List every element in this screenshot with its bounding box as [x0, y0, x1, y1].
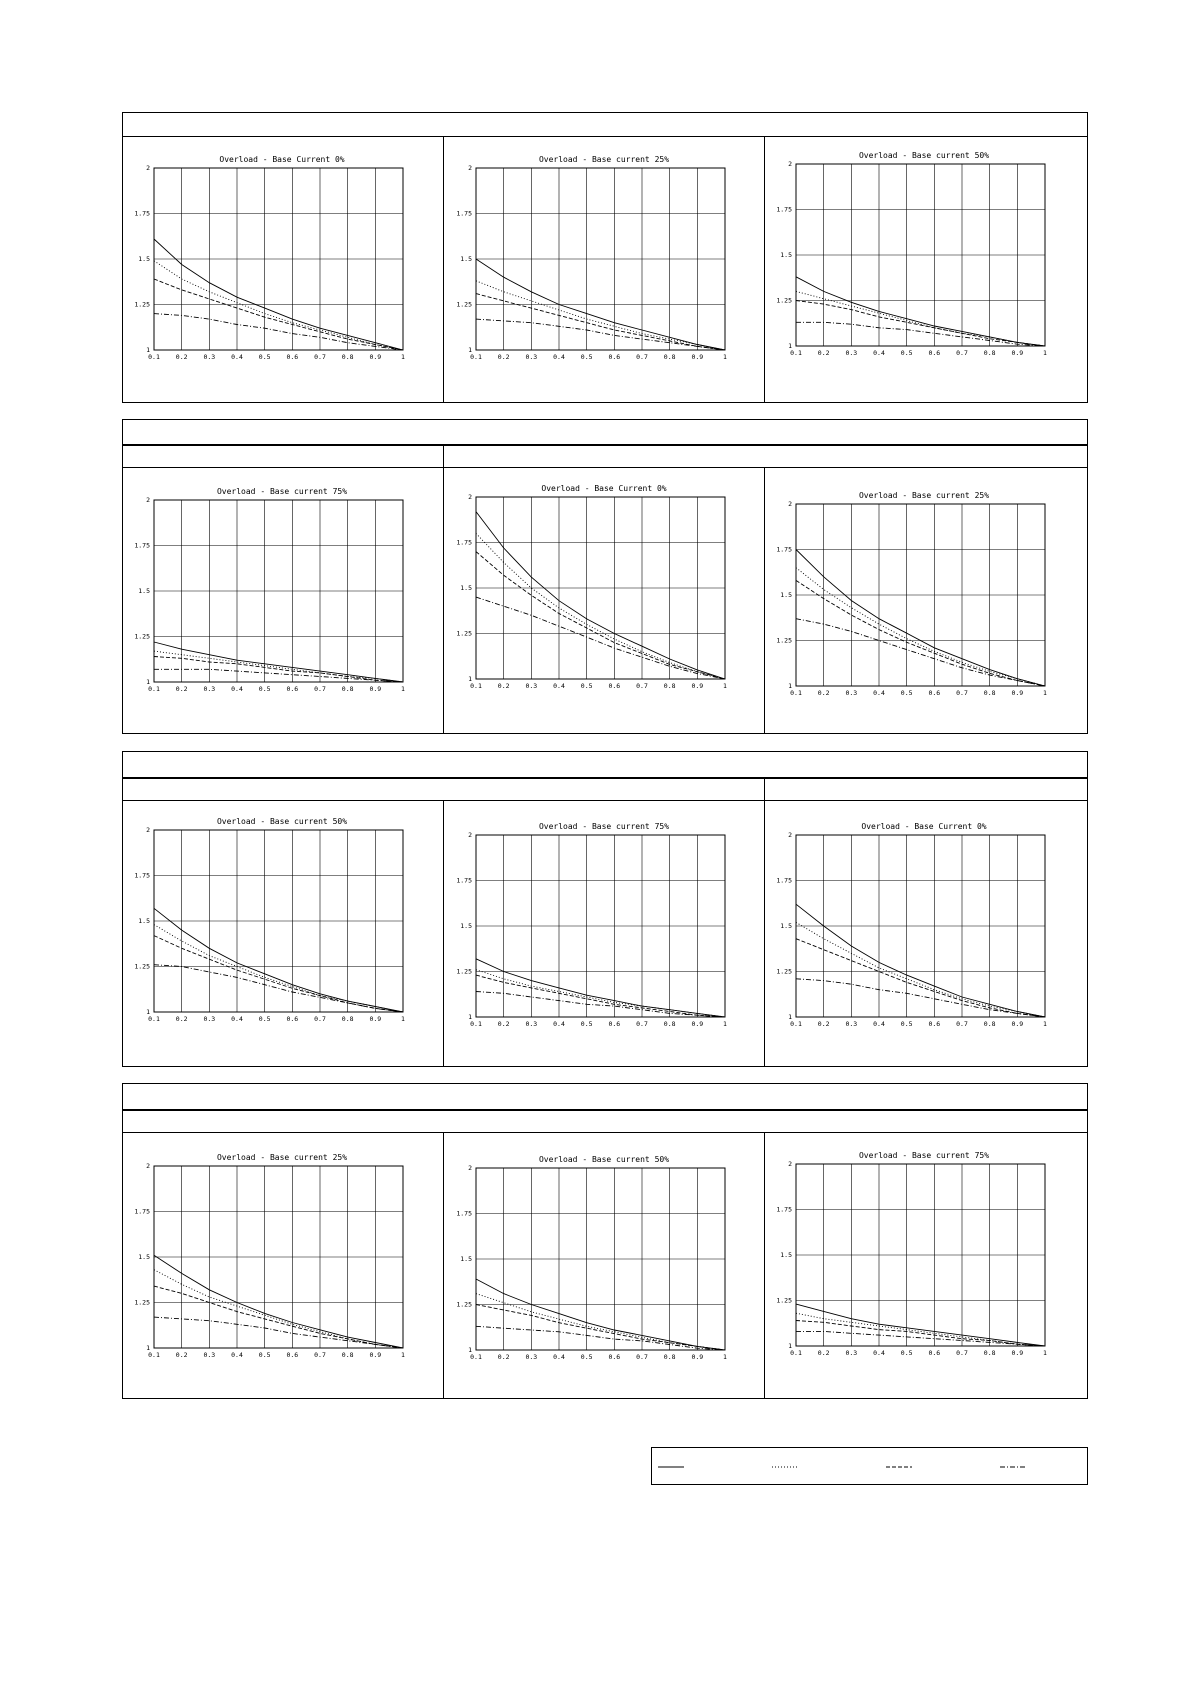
series-line-dashdot [796, 322, 1045, 346]
y-tick-label: 1.5 [138, 587, 150, 595]
series-line-solid [154, 642, 403, 682]
y-tick-label: 1.5 [138, 917, 150, 925]
x-tick-label: 0.8 [983, 349, 996, 357]
y-tick-label: 1.75 [776, 545, 792, 554]
x-tick-label: 0.1 [148, 1015, 160, 1023]
chart-title: Overload - Base current 25% [858, 491, 990, 500]
x-tick-label: 0.6 [286, 1015, 299, 1023]
x-tick-label: 0.5 [900, 1020, 913, 1028]
series-line-solid [796, 1304, 1045, 1346]
x-tick-label: 0.3 [203, 1351, 216, 1359]
x-tick-label: 0.5 [580, 682, 593, 690]
y-tick-label: 2 [146, 1162, 150, 1170]
y-tick-label: 1.5 [780, 922, 792, 930]
series-line-solid [154, 1255, 403, 1348]
x-tick-label: 0.8 [341, 685, 354, 693]
x-tick-label: 0.1 [790, 349, 802, 357]
chart-4 [452, 479, 757, 704]
y-tick-label: 1.75 [134, 1207, 150, 1216]
y-tick-label: 1.75 [456, 538, 472, 547]
x-tick-label: 0.6 [928, 689, 941, 697]
x-tick-label: 0.1 [790, 689, 802, 697]
series-line-solid [154, 239, 403, 350]
x-tick-label: 0.2 [497, 353, 510, 361]
x-tick-label: 0.3 [845, 1020, 858, 1028]
y-tick-label: 1.25 [134, 962, 150, 971]
y-tick-label: 2 [146, 496, 150, 504]
y-tick-label: 1.5 [460, 255, 472, 263]
x-tick-label: 0.4 [873, 1020, 885, 1028]
y-tick-label: 1 [146, 1008, 150, 1016]
x-tick-label: 0.2 [175, 353, 188, 361]
series-line-dashed [796, 580, 1045, 686]
x-tick-label: 0.5 [900, 689, 913, 697]
x-tick-label: 0.2 [175, 1015, 188, 1023]
x-tick-label: 1 [401, 353, 405, 361]
x-tick-label: 0.9 [691, 1353, 704, 1361]
y-tick-label: 1.5 [460, 584, 472, 592]
series-line-dashdot [476, 992, 725, 1018]
y-tick-label: 1.25 [456, 629, 472, 638]
series-line-dashed [476, 1305, 725, 1351]
x-tick-label: 0.4 [553, 1353, 565, 1361]
x-tick-label: 0.2 [817, 349, 830, 357]
y-tick-label: 1.25 [456, 300, 472, 309]
y-tick-label: 1.25 [776, 967, 792, 976]
x-tick-label: 0.9 [691, 682, 704, 690]
y-tick-label: 1.25 [776, 1296, 792, 1305]
y-tick-label: 2 [146, 826, 150, 834]
series-line-dotted [476, 970, 725, 1017]
chart-title: Overload - Base Current 0% [541, 484, 667, 493]
y-tick-label: 2 [788, 1160, 792, 1168]
x-tick-label: 0.7 [956, 349, 968, 357]
y-tick-label: 1 [788, 342, 792, 350]
y-tick-label: 1 [468, 1346, 472, 1354]
x-tick-label: 0.9 [369, 1351, 382, 1359]
x-tick-label: 0.4 [231, 353, 243, 361]
section-2-subheader-divider [443, 445, 444, 468]
y-tick-label: 1.75 [776, 876, 792, 885]
y-tick-label: 1 [146, 346, 150, 354]
y-tick-label: 2 [468, 164, 472, 172]
series-line-dashed [796, 939, 1045, 1017]
y-tick-label: 1 [788, 682, 792, 690]
y-tick-label: 1 [146, 678, 150, 686]
x-tick-label: 0.3 [203, 685, 216, 693]
section-3-subheader-bar [122, 778, 1088, 801]
chart-2 [772, 146, 1077, 371]
x-tick-label: 1 [723, 1020, 727, 1028]
x-tick-label: 0.1 [148, 1351, 160, 1359]
series-line-dotted [154, 1270, 403, 1348]
x-tick-label: 0.3 [203, 1015, 216, 1023]
x-tick-label: 0.4 [873, 689, 885, 697]
x-tick-label: 0.5 [258, 353, 271, 361]
y-tick-label: 1.25 [776, 296, 792, 305]
chart-title: Overload - Base Current 0% [219, 155, 345, 164]
x-tick-label: 0.1 [148, 353, 160, 361]
x-tick-label: 0.4 [231, 1015, 243, 1023]
x-tick-label: 0.7 [636, 1353, 648, 1361]
chart-title: Overload - Base current 75% [216, 487, 348, 496]
chart-title: Overload - Base current 50% [858, 151, 990, 160]
series-line-dashed [154, 279, 403, 350]
section-1-divider-1 [443, 137, 444, 403]
y-tick-label: 1.5 [138, 1253, 150, 1261]
x-tick-label: 0.2 [497, 1020, 510, 1028]
x-tick-label: 1 [723, 682, 727, 690]
series-line-dotted [796, 922, 1045, 1017]
x-tick-label: 0.1 [470, 1353, 482, 1361]
x-tick-label: 0.7 [956, 1020, 968, 1028]
x-tick-label: 0.5 [258, 1351, 271, 1359]
y-tick-label: 2 [146, 164, 150, 172]
series-line-dotted [476, 533, 725, 679]
y-tick-label: 2 [468, 493, 472, 501]
section-3-divider-2 [764, 801, 765, 1067]
x-tick-label: 1 [401, 1351, 405, 1359]
section-4-divider-1 [443, 1133, 444, 1399]
series-line-solid [476, 512, 725, 679]
y-tick-label: 1.25 [134, 1298, 150, 1307]
y-tick-label: 2 [788, 831, 792, 839]
section-3-header-bar [122, 751, 1088, 778]
x-tick-label: 0.6 [928, 349, 941, 357]
x-tick-label: 0.7 [314, 353, 326, 361]
x-tick-label: 0.8 [663, 1353, 676, 1361]
x-tick-label: 0.1 [470, 682, 482, 690]
x-tick-label: 0.1 [470, 1020, 482, 1028]
x-tick-label: 0.7 [956, 1349, 968, 1357]
x-tick-label: 0.6 [608, 353, 621, 361]
series-line-solid [796, 277, 1045, 346]
chart-title: Overload - Base current 25% [216, 1153, 348, 1162]
y-tick-label: 1.25 [776, 636, 792, 645]
y-tick-label: 1 [788, 1013, 792, 1021]
x-tick-label: 0.6 [286, 353, 299, 361]
x-tick-label: 0.9 [1011, 689, 1024, 697]
x-tick-label: 1 [723, 353, 727, 361]
series-line-dashed [476, 552, 725, 679]
x-tick-label: 0.6 [608, 1353, 621, 1361]
x-tick-label: 0.3 [525, 1353, 538, 1361]
x-tick-label: 0.9 [1011, 349, 1024, 357]
x-tick-label: 0.4 [553, 682, 565, 690]
y-tick-label: 1.5 [460, 922, 472, 930]
chart-10 [452, 1150, 757, 1375]
chart-title: Overload - Base current 50% [538, 1155, 670, 1164]
y-tick-label: 1.25 [456, 967, 472, 976]
section-1-header-bar [122, 112, 1088, 137]
chart-title: Overload - Base Current 0% [861, 822, 987, 831]
x-tick-label: 0.6 [928, 1349, 941, 1357]
y-tick-label: 1.5 [780, 1251, 792, 1259]
x-tick-label: 0.5 [580, 1020, 593, 1028]
y-tick-label: 1.25 [134, 300, 150, 309]
x-tick-label: 0.5 [900, 1349, 913, 1357]
x-tick-label: 1 [1043, 349, 1047, 357]
y-tick-label: 2 [788, 160, 792, 168]
x-tick-label: 0.7 [636, 1020, 648, 1028]
x-tick-label: 0.5 [580, 353, 593, 361]
section-4-header-bar [122, 1083, 1088, 1110]
x-tick-label: 0.5 [258, 1015, 271, 1023]
series-line-solid [154, 908, 403, 1012]
legend [651, 1447, 1088, 1485]
x-tick-label: 0.1 [790, 1020, 802, 1028]
section-2-divider-1 [443, 468, 444, 734]
y-tick-label: 1.5 [138, 255, 150, 263]
x-tick-label: 1 [401, 685, 405, 693]
x-tick-label: 0.2 [817, 1349, 830, 1357]
chart-6 [130, 812, 435, 1037]
series-line-dashdot [796, 1331, 1045, 1346]
section-2-subheader-bar [122, 445, 1088, 468]
x-tick-label: 0.4 [873, 349, 885, 357]
x-tick-label: 0.2 [175, 1351, 188, 1359]
x-tick-label: 0.9 [369, 353, 382, 361]
x-tick-label: 0.6 [286, 1351, 299, 1359]
x-tick-label: 1 [401, 1015, 405, 1023]
series-line-dashed [154, 936, 403, 1012]
x-tick-label: 1 [1043, 1349, 1047, 1357]
x-tick-label: 0.4 [553, 353, 565, 361]
section-4-subheader-bar [122, 1110, 1088, 1133]
series-line-solid [796, 904, 1045, 1017]
x-tick-label: 0.8 [663, 1020, 676, 1028]
x-tick-label: 0.9 [1011, 1020, 1024, 1028]
x-tick-label: 0.4 [231, 685, 243, 693]
series-line-dotted [796, 291, 1045, 346]
y-tick-label: 1.75 [776, 1205, 792, 1214]
chart-title: Overload - Base current 75% [538, 822, 670, 831]
x-tick-label: 0.9 [1011, 1349, 1024, 1357]
x-tick-label: 0.8 [983, 1349, 996, 1357]
x-tick-label: 0.3 [525, 682, 538, 690]
x-tick-label: 0.3 [525, 1020, 538, 1028]
x-tick-label: 0.2 [497, 682, 510, 690]
x-tick-label: 1 [1043, 1020, 1047, 1028]
y-tick-label: 1.75 [134, 541, 150, 550]
x-tick-label: 0.7 [636, 682, 648, 690]
series-line-dotted [476, 281, 725, 350]
y-tick-label: 1.75 [776, 205, 792, 214]
section-1-divider-2 [764, 137, 765, 403]
y-tick-label: 1.75 [456, 1209, 472, 1218]
y-tick-label: 1.25 [134, 632, 150, 641]
series-line-dashed [796, 1321, 1045, 1347]
chart-9 [130, 1148, 435, 1373]
y-tick-label: 1.5 [780, 251, 792, 259]
series-line-solid [476, 959, 725, 1017]
x-tick-label: 1 [723, 1353, 727, 1361]
x-tick-label: 0.7 [636, 353, 648, 361]
y-tick-label: 1 [468, 1013, 472, 1021]
y-tick-label: 1.75 [456, 209, 472, 218]
x-tick-label: 0.3 [525, 353, 538, 361]
x-tick-label: 0.3 [845, 349, 858, 357]
chart-11 [772, 1146, 1077, 1371]
x-tick-label: 0.3 [845, 1349, 858, 1357]
x-tick-label: 0.8 [663, 353, 676, 361]
x-tick-label: 0.1 [470, 353, 482, 361]
series-line-dashdot [476, 319, 725, 350]
series-line-dashdot [154, 314, 403, 350]
chart-7 [452, 817, 757, 1042]
series-line-dashdot [154, 669, 403, 682]
x-tick-label: 0.7 [314, 1015, 326, 1023]
chart-5 [772, 486, 1077, 711]
series-line-solid [796, 550, 1045, 687]
section-2-divider-2 [764, 468, 765, 734]
chart-title: Overload - Base current 50% [216, 817, 348, 826]
x-tick-label: 0.9 [691, 353, 704, 361]
section-3-divider-1 [443, 801, 444, 1067]
x-tick-label: 0.7 [956, 689, 968, 697]
y-tick-label: 1.75 [134, 209, 150, 218]
x-tick-label: 0.3 [203, 353, 216, 361]
series-line-solid [476, 1279, 725, 1350]
x-tick-label: 0.2 [817, 1020, 830, 1028]
y-tick-label: 1 [788, 1342, 792, 1350]
y-tick-label: 2 [788, 500, 792, 508]
y-tick-label: 1 [468, 675, 472, 683]
y-tick-label: 2 [468, 1164, 472, 1172]
x-tick-label: 0.9 [691, 1020, 704, 1028]
series-line-dotted [154, 651, 403, 682]
chart-0 [130, 150, 435, 375]
x-tick-label: 0.4 [873, 1349, 885, 1357]
series-line-dotted [476, 1294, 725, 1350]
chart-8 [772, 817, 1077, 1042]
chart-1 [452, 150, 757, 375]
series-line-dashdot [476, 1326, 725, 1350]
x-tick-label: 0.1 [790, 1349, 802, 1357]
x-tick-label: 0.8 [983, 1020, 996, 1028]
section-4-divider-2 [764, 1133, 765, 1399]
x-tick-label: 0.9 [369, 1015, 382, 1023]
x-tick-label: 0.1 [148, 685, 160, 693]
x-tick-label: 0.8 [341, 353, 354, 361]
y-tick-label: 1.5 [460, 1255, 472, 1263]
y-tick-label: 1.25 [456, 1300, 472, 1309]
x-tick-label: 0.7 [314, 685, 326, 693]
x-tick-label: 0.8 [983, 689, 996, 697]
chart-3 [130, 482, 435, 707]
x-tick-label: 0.8 [341, 1015, 354, 1023]
chart-title: Overload - Base current 75% [858, 1151, 990, 1160]
x-tick-label: 0.8 [663, 682, 676, 690]
x-tick-label: 1 [1043, 689, 1047, 697]
y-tick-label: 1.75 [456, 876, 472, 885]
series-line-dashed [154, 1286, 403, 1348]
x-tick-label: 0.6 [286, 685, 299, 693]
x-tick-label: 0.5 [580, 1353, 593, 1361]
x-tick-label: 0.2 [175, 685, 188, 693]
x-tick-label: 0.6 [928, 1020, 941, 1028]
section-3-subheader-divider [764, 778, 765, 801]
x-tick-label: 0.9 [369, 685, 382, 693]
x-tick-label: 0.6 [608, 682, 621, 690]
x-tick-label: 0.7 [314, 1351, 326, 1359]
y-tick-label: 1 [146, 1344, 150, 1352]
x-tick-label: 0.8 [341, 1351, 354, 1359]
chart-title: Overload - Base current 25% [538, 155, 670, 164]
x-tick-label: 0.5 [900, 349, 913, 357]
x-tick-label: 0.4 [553, 1020, 565, 1028]
y-tick-label: 1 [468, 346, 472, 354]
section-2-header-bar [122, 419, 1088, 445]
x-tick-label: 0.2 [497, 1353, 510, 1361]
legend-svg [652, 1448, 1089, 1486]
y-tick-label: 1.5 [780, 591, 792, 599]
series-line-dashdot [476, 597, 725, 679]
x-tick-label: 0.2 [817, 689, 830, 697]
x-tick-label: 0.4 [231, 1351, 243, 1359]
y-tick-label: 1.75 [134, 871, 150, 880]
x-tick-label: 0.3 [845, 689, 858, 697]
x-tick-label: 0.5 [258, 685, 271, 693]
x-tick-label: 0.6 [608, 1020, 621, 1028]
y-tick-label: 2 [468, 831, 472, 839]
series-line-dotted [154, 261, 403, 350]
series-line-dashdot [154, 1317, 403, 1348]
